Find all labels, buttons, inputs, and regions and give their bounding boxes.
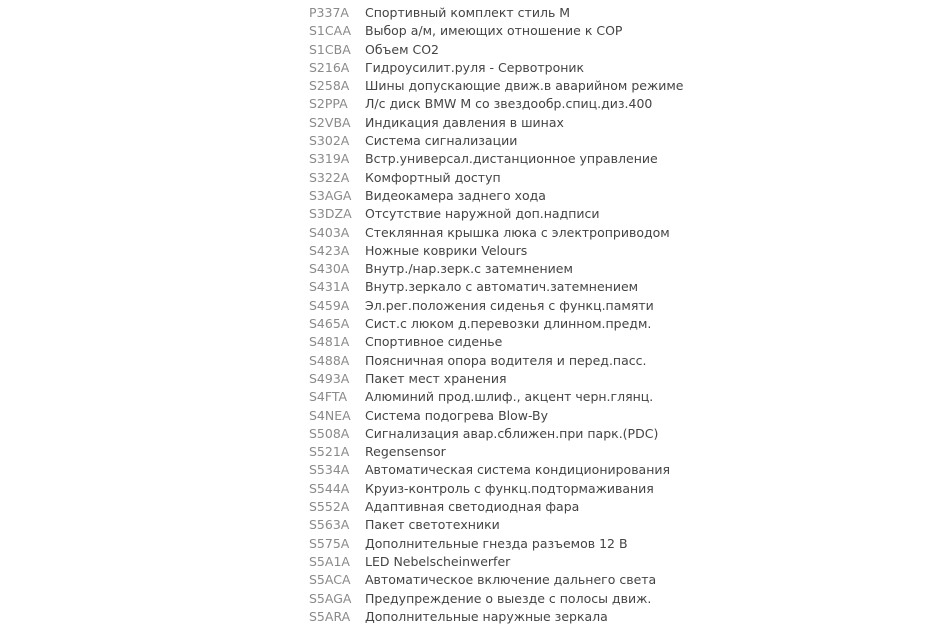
option-row xyxy=(309,260,909,278)
option-description: Автоматическая система кондиционирования xyxy=(365,462,671,478)
option-description: Система сигнализации xyxy=(365,133,518,149)
option-description: Спортивный комплект стиль M xyxy=(365,5,571,20)
option-description: Внутр.зеркало с автоматич.затемнением xyxy=(365,279,639,295)
option-row xyxy=(309,443,909,461)
option-row xyxy=(309,297,909,315)
option-description: Система подогрева Blow-By xyxy=(365,407,549,423)
option-code: S4NEA xyxy=(309,407,351,423)
option-description: Предупреждение о выезде с полосы движ. xyxy=(365,590,652,606)
section-title xyxy=(309,0,909,1)
option-row xyxy=(309,388,909,406)
option-row xyxy=(309,205,909,223)
option-code: S459A xyxy=(309,297,350,313)
option-code: S508A xyxy=(309,425,350,441)
option-code: S4FTA xyxy=(309,389,348,405)
option-code: S5A1A xyxy=(309,553,350,569)
option-description: Объем СО2 xyxy=(365,41,439,57)
option-code: S423A xyxy=(309,242,350,258)
option-description: Поясничная опора водителя и перед.пасс. xyxy=(365,352,647,368)
option-description: Алюминий прод.шлиф., акцент черн.глянц. xyxy=(365,389,654,405)
option-row xyxy=(309,187,909,205)
option-code: S3DZA xyxy=(309,206,352,222)
option-code: S322A xyxy=(309,169,350,185)
option-row xyxy=(309,571,909,589)
option-row xyxy=(309,480,909,498)
option-description: Видеокамера заднего хода xyxy=(365,187,546,203)
option-row xyxy=(309,608,909,626)
option-row xyxy=(309,535,909,553)
equipment-section xyxy=(309,0,909,626)
option-code: S534A xyxy=(309,462,350,478)
option-code: S2PPA xyxy=(309,96,348,112)
option-row xyxy=(309,95,909,113)
option-row xyxy=(309,4,909,22)
option-code: S5ARA xyxy=(309,608,351,624)
option-description: Дополнительные наружные зеркала xyxy=(365,608,608,624)
option-description: Дополнительные гнезда разъемов 12 В xyxy=(365,535,628,551)
option-row xyxy=(309,461,909,479)
option-row xyxy=(309,41,909,59)
option-row xyxy=(309,352,909,370)
option-row xyxy=(309,590,909,608)
option-code: S302A xyxy=(309,133,350,149)
option-code: S521A xyxy=(309,444,350,460)
option-row xyxy=(309,150,909,168)
option-description: Встр.универсал.дистанционное управление xyxy=(365,151,658,167)
option-code: S258A xyxy=(309,78,350,94)
option-description: Адаптивная светодиодная фара xyxy=(365,499,580,515)
option-row xyxy=(309,516,909,534)
option-code: S216A xyxy=(309,59,350,75)
option-description: Выбор а/м, имеющих отношение к COP xyxy=(365,23,623,39)
option-description: Спортивное сиденье xyxy=(365,334,503,350)
option-description: Пакет мест хранения xyxy=(365,370,507,386)
option-description: Индикация давления в шинах xyxy=(365,114,564,130)
option-row xyxy=(309,114,909,132)
option-code: S488A xyxy=(309,352,350,368)
option-description: Стеклянная крышка люка с электроприводом xyxy=(365,224,670,240)
option-row xyxy=(309,169,909,187)
option-row xyxy=(309,77,909,95)
option-row xyxy=(309,333,909,351)
option-row xyxy=(309,242,909,260)
option-row xyxy=(309,407,909,425)
option-description: Regensensor xyxy=(365,444,446,460)
option-description: Ножные коврики Velours xyxy=(365,242,528,258)
options-list xyxy=(309,4,909,626)
option-row xyxy=(309,370,909,388)
option-code: S552A xyxy=(309,499,350,515)
option-description: Сигнализация авар.сближен.при парк.(PDC) xyxy=(365,425,659,441)
option-description: Л/с диск BMW M со звездообр.спиц.диз.400 xyxy=(365,96,653,112)
option-code: P337A xyxy=(309,5,349,20)
option-row xyxy=(309,224,909,242)
option-description: Автоматическое включение дальнего света xyxy=(365,572,657,588)
option-description: Комфортный доступ xyxy=(365,169,501,185)
option-row xyxy=(309,132,909,150)
option-code: S5ACA xyxy=(309,572,351,588)
option-code: S2VBA xyxy=(309,114,351,130)
option-code: S403A xyxy=(309,224,350,240)
option-row xyxy=(309,278,909,296)
option-description: Гидроусилит.руля - Сервотроник xyxy=(365,59,585,75)
option-description: LED Nebelscheinwerfer xyxy=(365,553,511,569)
option-code: S544A xyxy=(309,480,350,496)
option-code: S319A xyxy=(309,151,350,167)
option-description: Эл.рег.положения сиденья с функц.памяти xyxy=(365,297,654,313)
option-code: S1CAA xyxy=(309,23,352,39)
option-code: S1CBA xyxy=(309,41,351,57)
option-description: Внутр./нар.зерк.с затемнением xyxy=(365,261,573,277)
option-row xyxy=(309,315,909,333)
option-code: S575A xyxy=(309,535,350,551)
option-row xyxy=(309,498,909,516)
option-row xyxy=(309,553,909,571)
option-code: S493A xyxy=(309,370,350,386)
option-code: S563A xyxy=(309,517,350,533)
option-code: S465A xyxy=(309,316,350,332)
option-description: Отсутствие наружной доп.надписи xyxy=(365,206,600,222)
option-row xyxy=(309,59,909,77)
option-code: S3AGA xyxy=(309,187,352,203)
option-code: S431A xyxy=(309,279,350,295)
option-code: S430A xyxy=(309,261,350,277)
option-description: Сист.с люком д.перевозки длинном.предм. xyxy=(365,316,652,332)
option-description: Пакет светотехники xyxy=(365,517,500,533)
option-code: S5AGA xyxy=(309,590,352,606)
option-description: Шины допускающие движ.в аварийном режиме xyxy=(365,78,684,94)
option-code: S481A xyxy=(309,334,350,350)
option-row xyxy=(309,22,909,40)
option-description: Круиз-контроль с функц.подтормаживания xyxy=(365,480,654,496)
option-row xyxy=(309,425,909,443)
